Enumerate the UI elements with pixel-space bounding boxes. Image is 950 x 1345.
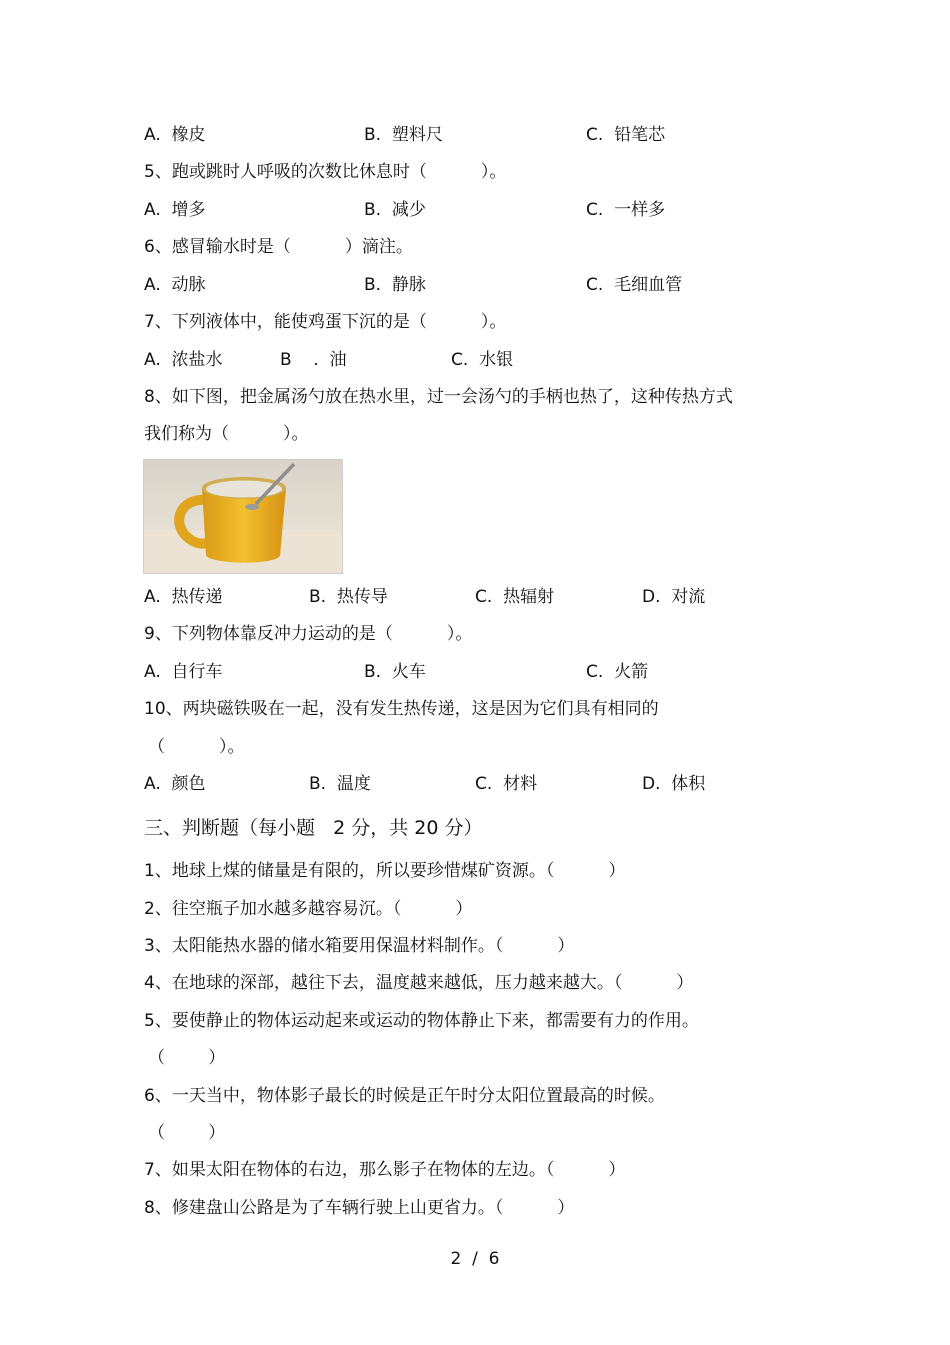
judge-item-2: 2、往空瓶子加水越多越容易沉。（ ）: [144, 899, 473, 919]
q9-option-a: A. 自行车: [144, 662, 223, 682]
q10-option-c: C. 材料: [475, 774, 538, 794]
judge-item-6: 6、一天当中，物体影子最长的时候是正午时分太阳位置最高的时候。: [144, 1086, 665, 1106]
q8-option-d: D. 对流: [642, 587, 706, 607]
judge-item-1: 1、地球上煤的储量是有限的，所以要珍惜煤矿资源。（ ）: [144, 861, 626, 881]
q9-option-c: C. 火箭: [586, 662, 649, 682]
q8-text-line1: 8、如下图，把金属汤勺放在热水里，过一会汤勺的手柄也热了，这种传热方式: [144, 387, 733, 407]
q4-option-b: B. 塑料尺: [364, 125, 443, 145]
judge-item-5-blank: （ ）: [148, 1048, 226, 1068]
q10-option-d: D. 体积: [642, 774, 706, 794]
q9-option-b: B. 火车: [364, 662, 426, 682]
section-title: 三、判断题（每小题 2 分，共 20 分）: [144, 817, 483, 839]
q7-text: 7、下列液体中，能使鸡蛋下沉的是（ ）。: [144, 312, 507, 332]
q9-text: 9、下列物体靠反冲力运动的是（ ）。: [144, 624, 473, 644]
judge-item-7: 7、如果太阳在物体的右边，那么影子在物体的左边。（ ）: [144, 1160, 626, 1180]
q5-option-c: C. 一样多: [586, 200, 666, 220]
q5-option-b: B. 减少: [364, 200, 426, 220]
q8-option-b: B. 热传导: [309, 587, 388, 607]
q6-option-c: C. 毛细血管: [586, 275, 683, 295]
q5-option-a: A. 增多: [144, 200, 206, 220]
q6-option-b: B. 静脉: [364, 275, 426, 295]
q5-text: 5、跑或跳时人呼吸的次数比休息时（ ）。: [144, 162, 507, 182]
q4-option-c: C. 铅笔芯: [586, 125, 666, 145]
q8-option-a: A. 热传递: [144, 587, 223, 607]
q8-text-line2: 我们称为（ ）。: [144, 424, 309, 444]
q6-option-a: A. 动脉: [144, 275, 206, 295]
q10-option-a: A. 颜色: [144, 774, 206, 794]
page-number: 2 / 6: [450, 1249, 500, 1269]
judge-item-6-blank: （ ）: [148, 1123, 226, 1143]
q8-option-c: C. 热辐射: [475, 587, 555, 607]
judge-item-3: 3、太阳能热水器的储水箱要用保温材料制作。（ ）: [144, 936, 575, 956]
q4-option-a: A. 橡皮: [144, 125, 206, 145]
q10-text-line2: （ ）。: [148, 737, 245, 757]
q10-text-line1: 10、两块磁铁吸在一起，没有发生热传递，这是因为它们具有相同的: [144, 699, 659, 719]
cup-spoon-photo: [143, 459, 343, 574]
q7-option-b: B . 油: [280, 350, 347, 370]
judge-item-8: 8、修建盘山公路是为了车辆行驶上山更省力。（ ）: [144, 1198, 575, 1218]
judge-item-4: 4、在地球的深部，越往下去，温度越来越低，压力越来越大。（ ）: [144, 973, 694, 993]
q7-option-c: C. 水银: [451, 350, 514, 370]
q7-option-a: A. 浓盐水: [144, 350, 223, 370]
q6-text: 6、感冒输水时是（ ）滴注。: [144, 237, 413, 257]
q10-option-b: B. 温度: [309, 774, 371, 794]
judge-item-5: 5、要使静止的物体运动起来或运动的物体静止下来，都需要有力的作用。: [144, 1011, 699, 1031]
